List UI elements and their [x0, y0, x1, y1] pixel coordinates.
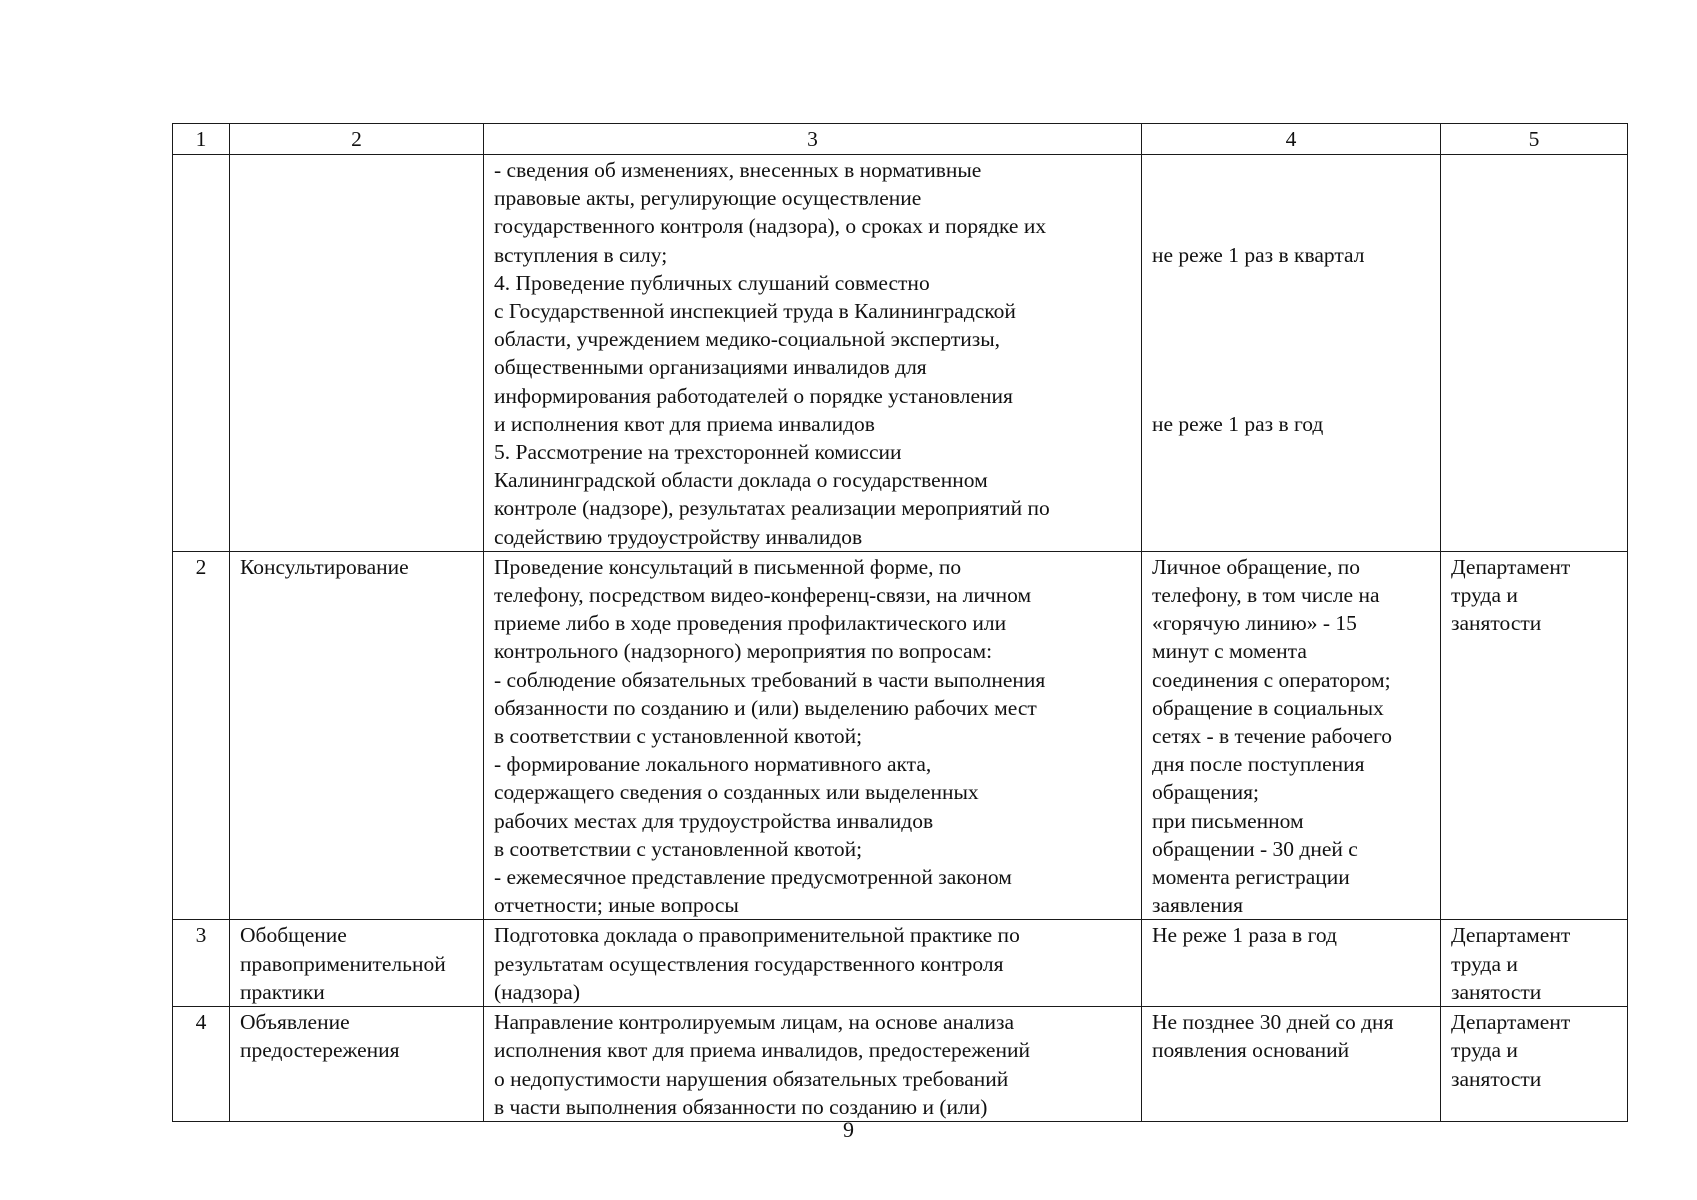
- measure-name: Объявление предостережения: [230, 1007, 484, 1122]
- measure-timing: Не позднее 30 дней со дня появления оснований: [1142, 1007, 1441, 1122]
- measure-name: Консультирование: [230, 551, 484, 920]
- table-row: [173, 1007, 1628, 1122]
- measure-description: Проведение консультаций в письменной форме, по телефону, посредством видео-конференц-связи, на личном приеме либо в ходе проведения профилактического или контрольного (надзорного) мероприятия по вопросам: - соблюдение обязательных требований в части выполнения обязанности по созданию и (или) выделению рабочих мест в соответствии с установленной квотой; - формирование локального нормативного акта, содержащего сведения о созданных или выделенных рабочих местах для трудоустройства инвалидов в соответствии с установленной квотой; - ежемесячное представление предусмотренной законом отчетности; иные вопросы: [484, 551, 1142, 920]
- measures-table: [172, 123, 1628, 1122]
- header-col-2: 2: [230, 124, 484, 155]
- measure-description: Направление контролируемым лицам, на основе анализа исполнения квот для приема инвалидов, предостережений о недопустимости нарушения обязательных требований в части выполнения обязанности по созданию и (или): [484, 1007, 1142, 1122]
- page-number: 9: [843, 1117, 854, 1142]
- measure-description: - сведения об изменениях, внесенных в нормативные правовые акты, регулирующие осуществление государственного контроля (надзора), о сроках и порядке их вступления в силу; 4. Проведение публичных слушаний совместно с Государственной инспекцией труда в Калининградской области, учреждением медико-социальной экспертизы, общественными организациями инвалидов для информирования работодателей о порядке установления и исполнения квот для приема инвалидов 5. Рассмотрение на трехсторонней комиссии Калининградской области доклада о государственном контроле (надзоре), результатах реализации мероприятий по содействию трудоустройству инвалидов: [484, 155, 1142, 552]
- table-row: [173, 551, 1628, 920]
- measure-name: [230, 155, 484, 552]
- row-number: [173, 155, 230, 552]
- measure-responsible: Департамент труда и занятости: [1441, 1007, 1628, 1122]
- header-col-5: 5: [1441, 124, 1628, 155]
- measure-timing: Личное обращение, по телефону, в том числе на «горячую линию» - 15 минут с момента соединения с оператором; обращение в социальных сетях - в течение рабочего дня после поступления обращения; при письменном обращении - 30 дней с момента регистрации заявления: [1142, 551, 1441, 920]
- measure-responsible: Департамент труда и занятости: [1441, 551, 1628, 920]
- row-number: 4: [173, 1007, 230, 1122]
- measure-timing: Не реже 1 раза в год: [1142, 920, 1441, 1007]
- header-col-3: 3: [484, 124, 1142, 155]
- table-row: [173, 920, 1628, 1007]
- measure-responsible: [1441, 155, 1628, 552]
- header-col-4: 4: [1142, 124, 1441, 155]
- measure-timing: не реже 1 раз в квартал не реже 1 раз в год: [1142, 155, 1441, 552]
- row-number: 2: [173, 551, 230, 920]
- measure-name: Обобщение правоприменительной практики: [230, 920, 484, 1007]
- measure-responsible: Департамент труда и занятости: [1441, 920, 1628, 1007]
- header-col-1: 1: [173, 124, 230, 155]
- header-row: [173, 124, 1628, 155]
- table-row: [173, 155, 1628, 552]
- row-number: 3: [173, 920, 230, 1007]
- measure-description: Подготовка доклада о правоприменительной практике по результатам осуществления государственного контроля (надзора): [484, 920, 1142, 1007]
